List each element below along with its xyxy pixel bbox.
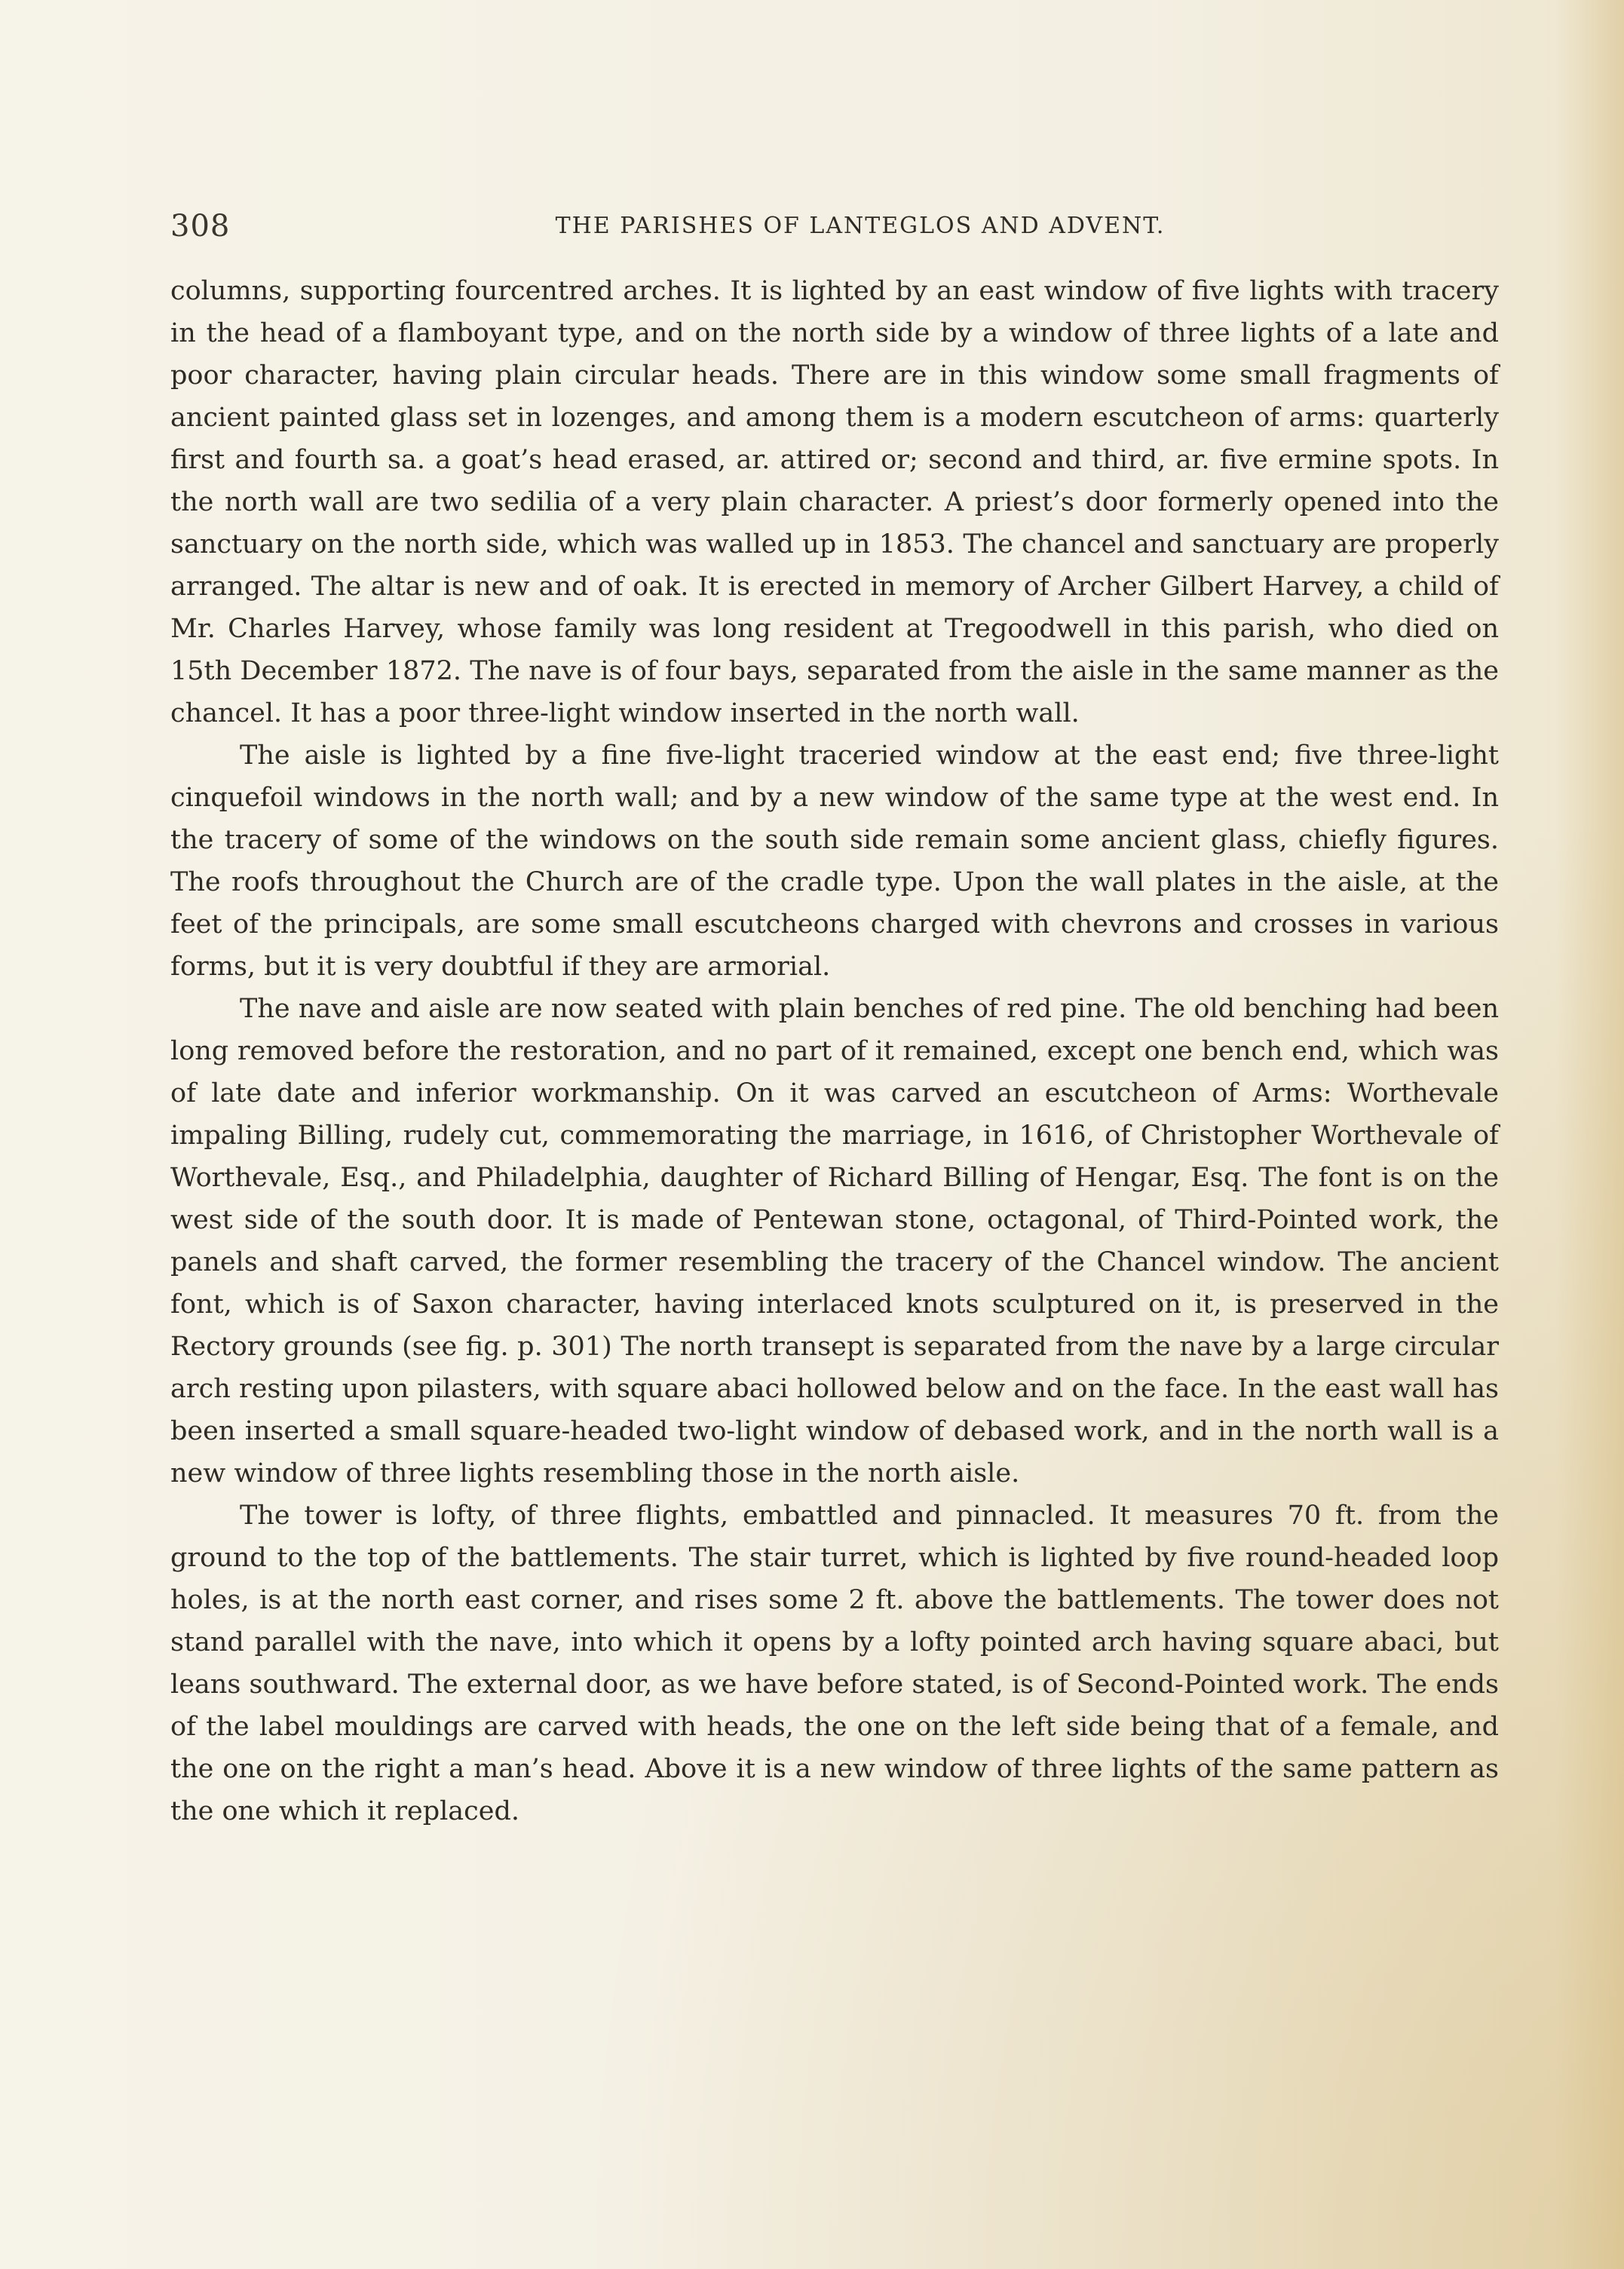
paragraph-chancel: columns, supporting fourcentred arches. It is lighted by an east window of five lights with tracery in the head of a flamboyant type, and on the north side by a window of three lights of a late and poor character, having plain circular heads. There are in this window some small fragments of ancient painted glass set in lozenges, and among them is a modern escutcheon of arms: quarterly first and fourth sa. a goat’s head erased, ar. attired or; second and third, ar. five ermine spots. In the north wall are two sedilia of a very plain character. A priest’s door formerly opened into the sanctuary on the north side, which was walled up in 1853. The chancel and sanctuary are properly arranged. The altar is new and of oak. It is erected in memory of Archer Gilbert Harvey, a child of Mr. Charles Harvey, whose family was long resident at Tregoodwell in this parish, who died on 15th December 1872. The nave is of four bays, separated from the aisle in the same manner as the chancel. It has a poor three-light window inserted in the north wall. (170, 276, 1499, 728)
page-number: 308 (170, 209, 231, 244)
paragraph-nave: The nave and aisle are now seated with plain benches of red pine. The old benching had been long removed before the restoration, and no part of it remained, except one bench end, which was of late date and inferior workmanship. On it was carved an escutcheon of Arms: Worthevale impaling Billing, rudely cut, commemorating the marriage, in 1616, of Christopher Worthevale of Worthevale, Esq., and Philadelphia, daughter of Richard Billing of Hengar, Esq. The font is on the west side of the south door. It is made of Pentewan stone, octagonal, of Third-Pointed work, the panels and shaft carved, the former resembling the tracery of the Chancel window. The ancient font, which is of Saxon character, having interlaced knots sculptured on it, is preserved in the Rectory grounds (see fig. p. 301) The north transept is separated from the nave by a large circular arch resting upon pilasters, with square abaci hollowed below and on the face. In the east wall has been inserted a small square-headed two-light window of debased work, and in the north wall is a new window of three lights resembling those in the north aisle. (170, 994, 1499, 1489)
paragraph-aisle: The aisle is lighted by a fine five-light traceried window at the east end; five three-light cinquefoil windows in the north wall; and by a new window of the same type at the west end. In the tracery of some of the windows on the south side remain some ancient glass, chiefly figures. The roofs throughout the Church are of the cradle type. Upon the wall plates in the aisle, at the feet of the principals, are some small escutcheons charged with chevrons and crosses in various forms, but it is very doubtful if they are armorial. (170, 740, 1499, 982)
page-edge-shading (1556, 0, 1624, 2269)
running-head (170, 204, 1497, 249)
body-text (170, 270, 1499, 1832)
paragraph-tower: The tower is lofty, of three flights, embattled and pinnacled. It measures 70 ft. from the ground to the top of the battlements. The stair turret, which is lighted by five round-headed loop holes, is at the north east corner, and rises some 2 ft. above the battlements. The tower does not stand parallel with the nave, into which it opens by a lofty pointed arch having square abaci, but leans southward. The external door, as we have before stated, is of Second-Pointed work. The ends of the label mouldings are carved with heads, the one on the left side being that of a female, and the one on the right a man’s head. Above it is a new window of three lights of the same pattern as the one which it replaced. (170, 1501, 1499, 1826)
running-title: THE PARISHES OF LANTEGLOS AND ADVENT. (555, 213, 1166, 239)
